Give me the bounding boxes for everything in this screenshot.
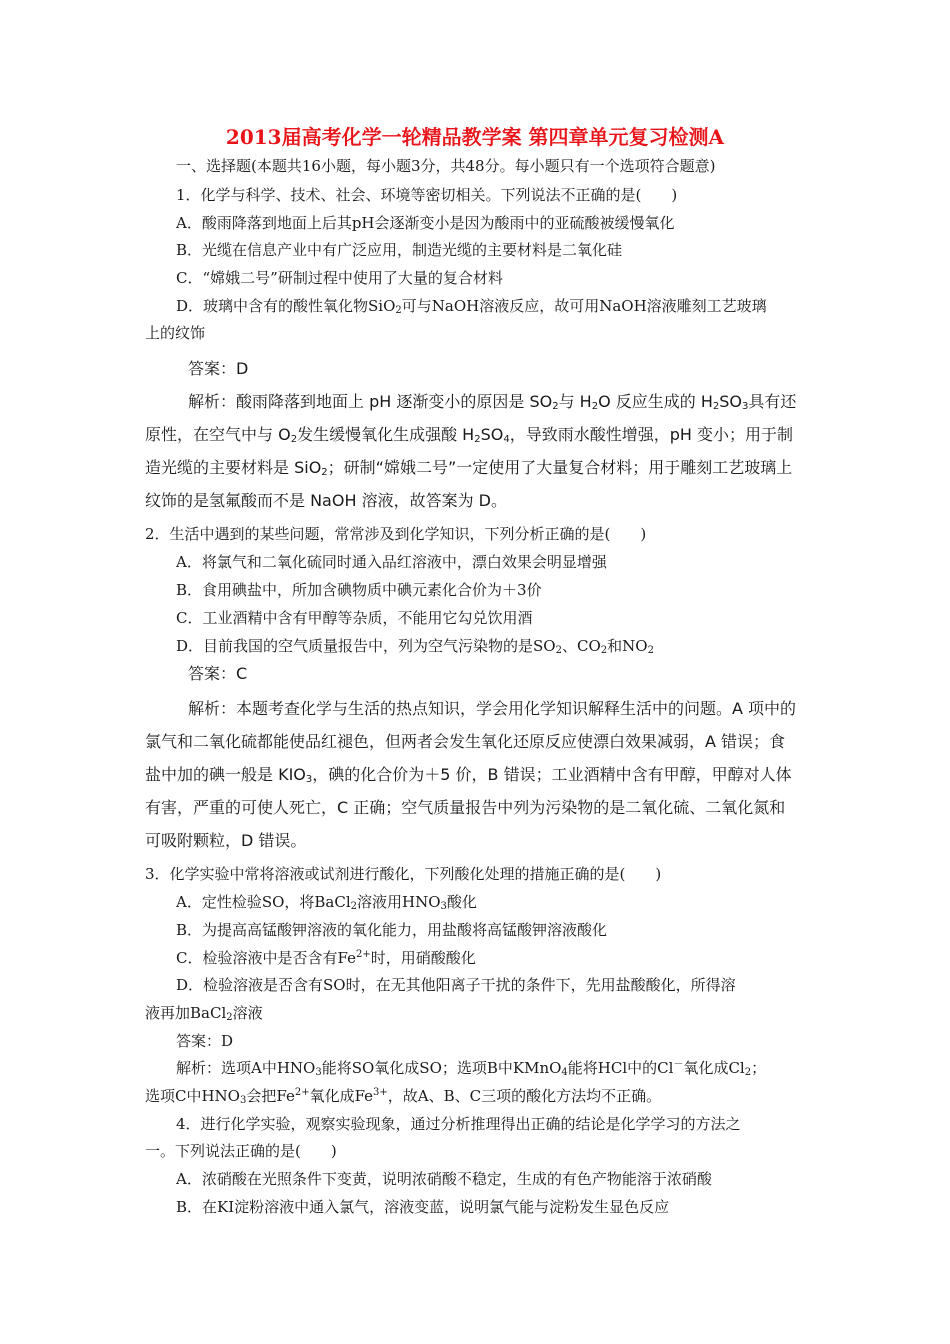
q3-option-c: C．检验溶液中是否含有$Fe^{2+}$时，用硝酸酸化 <box>176 949 476 967</box>
q1-answer: 答案：D <box>188 359 249 378</box>
section-header: 一、选择题(本题共16小题，每小题3分，共48分。每小题只有一个选项符合题意) <box>176 157 716 175</box>
q2-analysis-line: 解析：本题考查化学与生活的热点知识，学会用化学知识解释生活中的问题。A 项中的 <box>188 699 797 718</box>
q2-analysis-line: 有害，严重的可使人死亡，C 正确；空气质量报告中列为污染物的是二氧化硫、二氧化氮和 <box>145 798 786 817</box>
q2-answer: 答案：C <box>188 664 248 683</box>
q1-option-d-cont: 上的纹饰 <box>145 324 206 342</box>
q1-analysis-line: 造光缆的主要材料是 SiO$_2$；研制“嫦娥二号”一定使用了大量复合材料；用于雕刻工艺玻璃上 <box>145 458 793 478</box>
q1-option-c: C．“嫦娥二号”研制过程中使用了大量的复合材料 <box>176 269 503 287</box>
q3-stem: 3．化学实验中常将溶液或试剂进行酸化，下列酸化处理的措施正确的是( ) <box>145 865 662 883</box>
q1-option-b: B．光缆在信息产业中有广泛应用，制造光缆的主要材料是二氧化硅 <box>176 241 623 259</box>
q3-analysis-line: 解析：选项A中$HNO_3$能将SO氧化成SO；选项B中KMnO$_4$能将HCl中的Cl－氧化成$Cl_2$； <box>176 1059 767 1078</box>
q2-option-c: C．工业酒精中含有甲醇等杂质，不能用它勾兑饮用酒 <box>176 609 533 627</box>
q4-option-a: A．浓硝酸在光照条件下变黄，说明浓硝酸不稳定，生成的有色产物能溶于浓硝酸 <box>176 1170 712 1188</box>
q2-stem: 2．生活中遇到的某些问题，常常涉及到化学知识，下列分析正确的是( ) <box>145 525 647 543</box>
q3-answer: 答案：D <box>176 1032 234 1050</box>
document-title: 2013届高考化学一轮精品教学案 第四章单元复习检测A <box>225 125 725 149</box>
q3-analysis-line: 选项C中$HNO_3$会把$Fe^{2+}$氧化成$Fe^{3+}$，故A、B、C三项的酸化方法均不正确。 <box>145 1087 662 1106</box>
q2-analysis-line: 盐中加的碘一般是 $KIO_3$，碘的化合价为＋5 价，B 错误；工业酒精中含有甲醇，甲醇对人体 <box>145 765 792 785</box>
q4-stem-cont: 一。下列说法正确的是( ) <box>145 1142 337 1160</box>
q3-option-d-cont: 液再加BaCl$_2$溶液 <box>145 1004 263 1023</box>
q1-stem: 1．化学与科学、技术、社会、环境等密切相关。下列说法不正确的是( ) <box>176 186 678 204</box>
q3-option-d: D．检验溶液是否含有SO时，在无其他阳离子干扰的条件下，先用盐酸酸化，所得溶 <box>176 976 736 994</box>
q2-option-d: D．目前我国的空气质量报告中，列为空气污染物的是$SO_2$、$CO_2$和$NO_2$ <box>176 637 654 656</box>
q1-analysis-line: 原性，在空气中与 $O_2$发生缓慢氧化生成强酸 $H_2SO_4$，导致雨水酸性增强，pH 变小；用于制 <box>145 425 793 445</box>
q1-option-d: D．玻璃中含有的酸性氧化物SiO$_2$可与NaOH溶液反应，故可用NaOH溶液雕刻工艺玻璃 <box>176 297 767 316</box>
q2-analysis-line: 可吸附颗粒，D 错误。 <box>145 831 307 850</box>
q4-option-b: B．在KI淀粉溶液中通入氯气，溶液变蓝，说明氯气能与淀粉发生显色反应 <box>176 1198 670 1216</box>
q1-analysis-line: 纹饰的是氢氟酸而不是 NaOH 溶液，故答案为 D。 <box>145 491 507 510</box>
q1-analysis-line: 解析：酸雨降落到地面上 pH 逐渐变小的原因是 $SO_2$与 $H_2O$ 反应生成的 $H_2SO_3$具有还 <box>188 392 797 412</box>
q3-option-a: A．定性检验SO，将BaCl$_2$溶液用$HNO_3$酸化 <box>176 893 477 912</box>
q2-option-a: A．将氯气和二氧化硫同时通入品红溶液中，漂白效果会明显增强 <box>176 553 607 571</box>
q2-analysis-line: 氯气和二氧化硫都能使品红褪色，但两者会发生氧化还原反应使漂白效果减弱，A 错误；食 <box>145 732 786 751</box>
q4-stem: 4．进行化学实验，观察实验现象，通过分析推理得出正确的结论是化学学习的方法之 <box>176 1115 741 1133</box>
q3-option-b: B．为提高高锰酸钾溶液的氧化能力，用盐酸将高锰酸钾溶液酸化 <box>176 921 608 939</box>
q2-option-b: B．食用碘盐中，所加含碘物质中碘元素化合价为＋3价 <box>176 581 542 599</box>
q1-option-a: A．酸雨降落到地面上后其pH会逐渐变小是因为酸雨中的亚硫酸被缓慢氧化 <box>176 214 675 232</box>
